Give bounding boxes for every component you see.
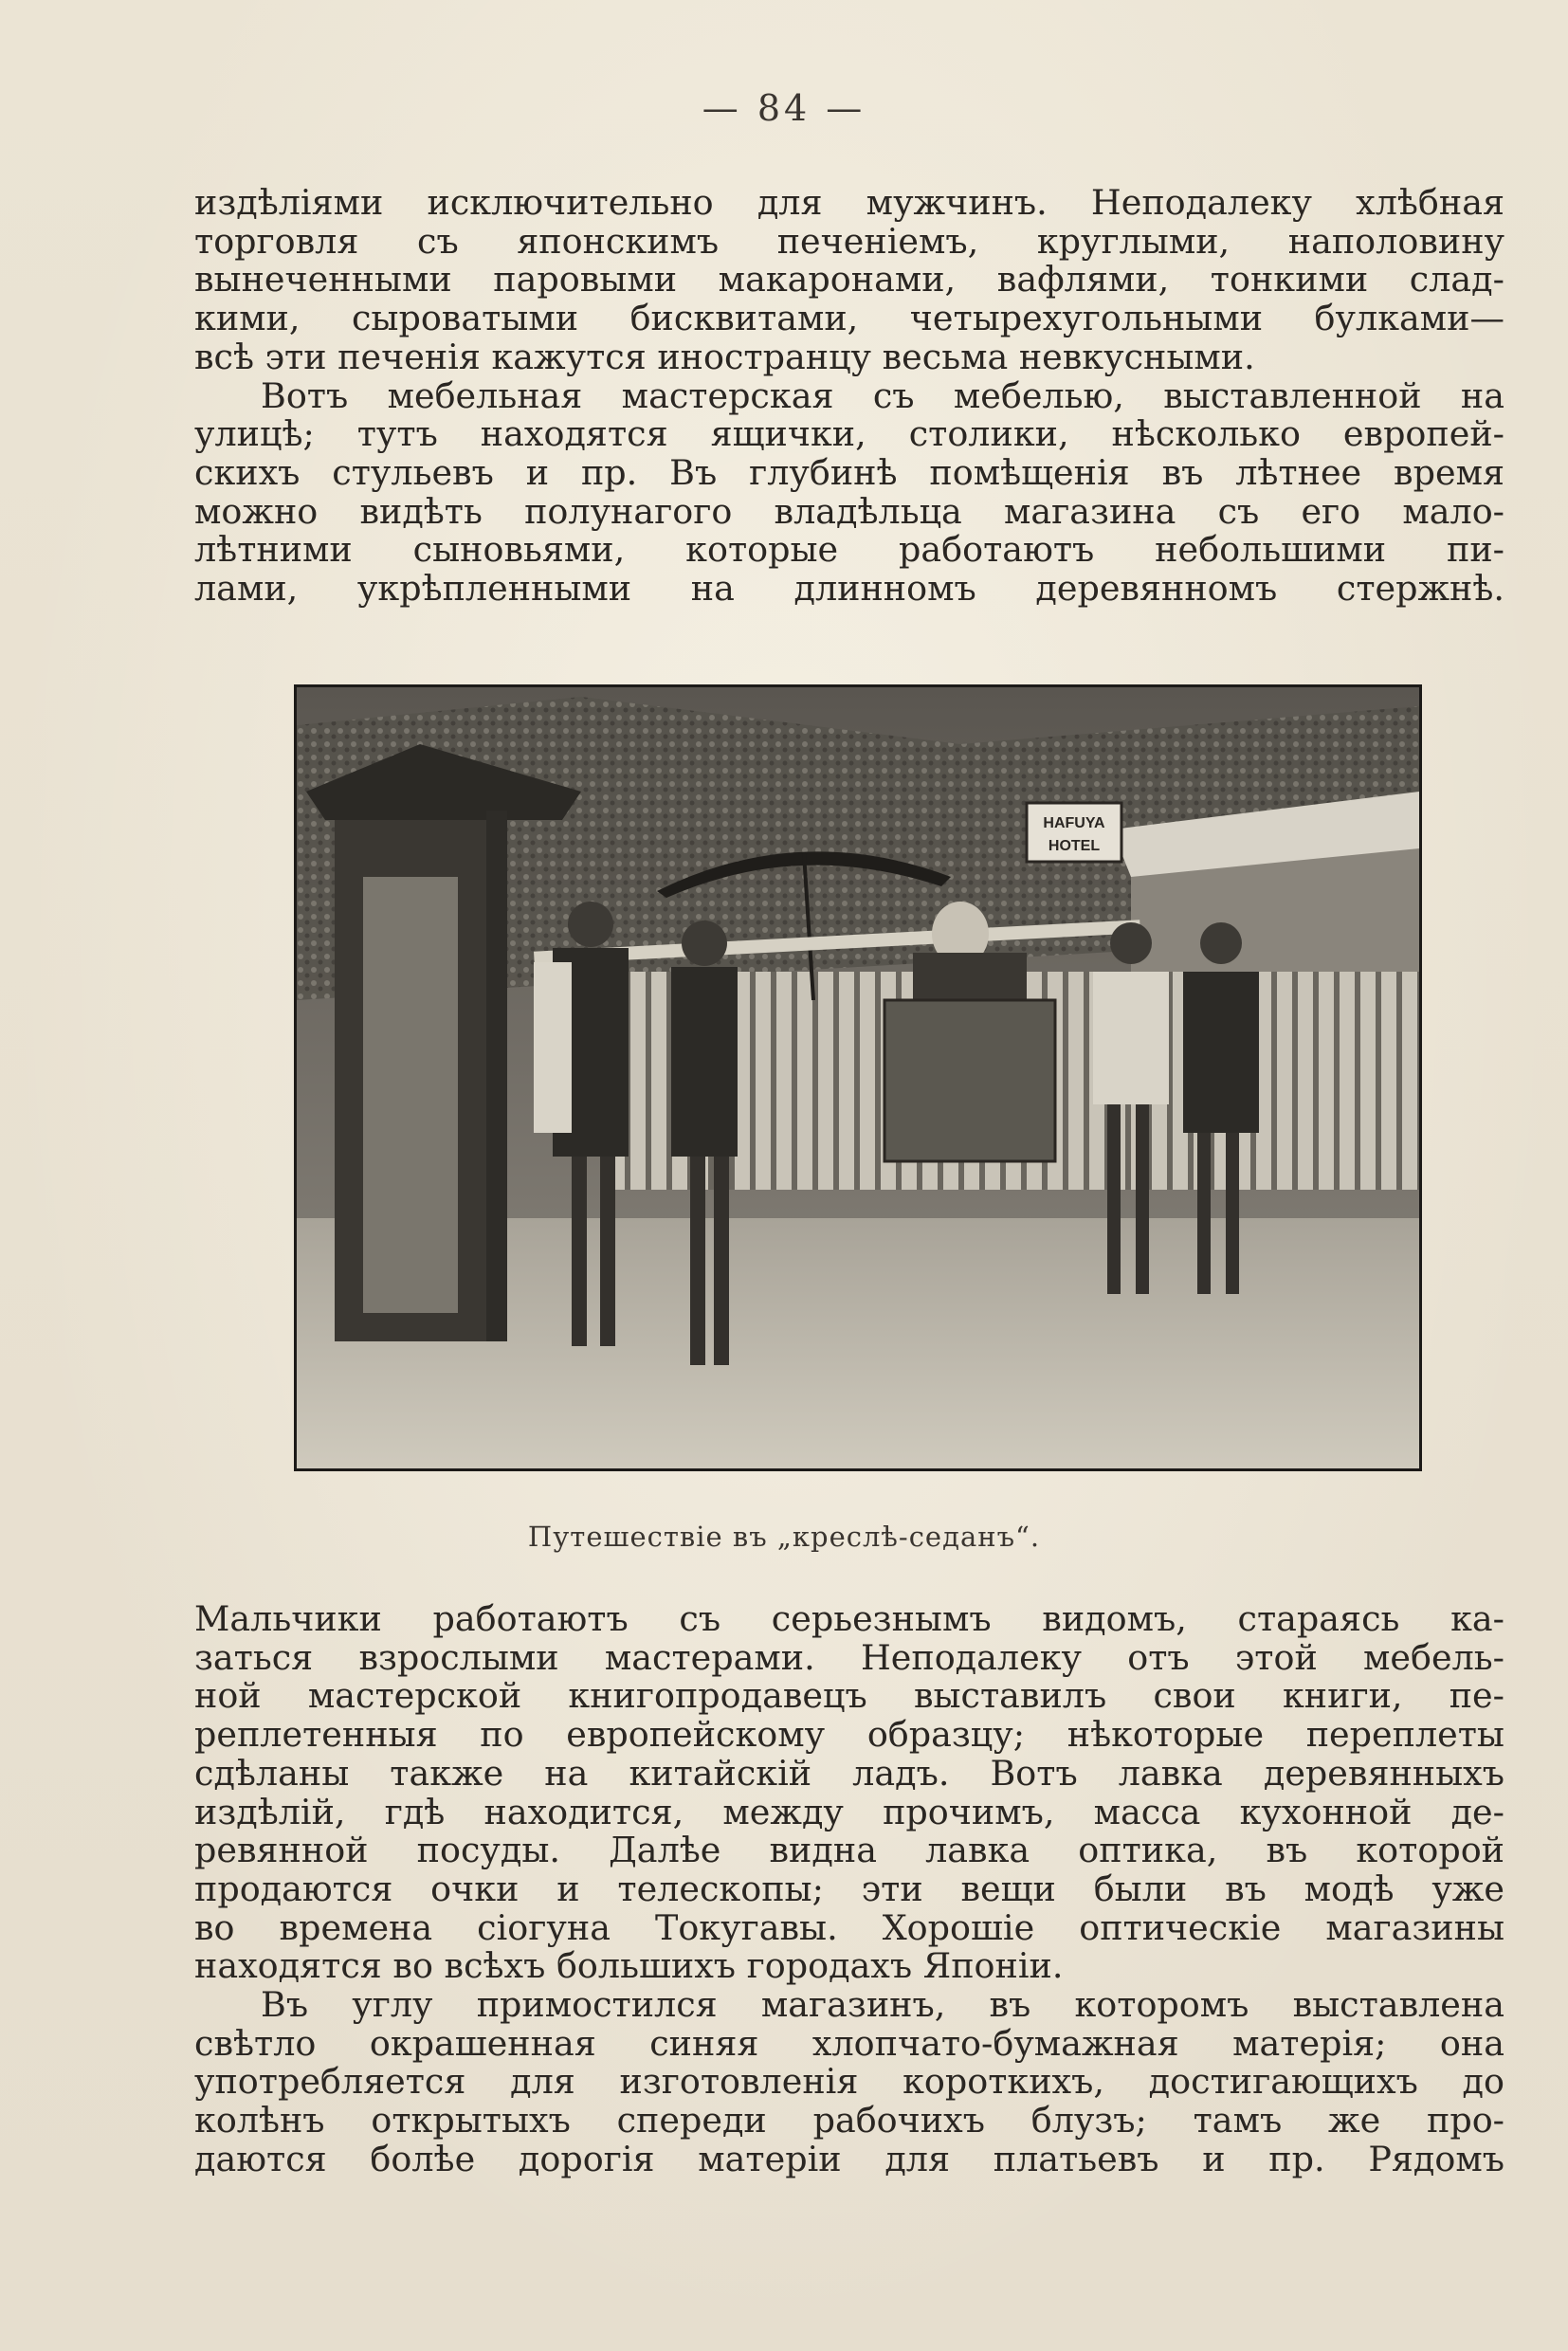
text-line: всѣ эти печенія кажутся иностранцу весьма невкусными. (194, 337, 1255, 377)
photo-illustration (297, 687, 1419, 1468)
text-line: сдѣланы также на китайскій ладъ. Вотъ лавка деревянныхъ (194, 1754, 1504, 1794)
text-line: реплетенныя по европейскому образцу; нѣкоторые переплеты (194, 1716, 1504, 1755)
text-line: издѣлій, гдѣ находится, между прочимъ, масса кухонной де- (194, 1793, 1504, 1832)
text-line: свѣтло окрашенная синяя хлопчато-бумажная матерія; она (194, 2024, 1504, 2064)
text-line: скихъ стульевъ и пр. Въ глубинѣ помѣщенія въ лѣтнее время (194, 453, 1504, 493)
text-line: заться взрослыми мастерами. Неподалеку отъ этой мебель- (194, 1638, 1504, 1678)
text-line: во времена сіогуна Токугавы. Хорошіе оптическіе магазины (194, 1908, 1504, 1948)
top-text-block (194, 184, 1504, 609)
text-line: лами, укрѣпленными на длинномъ деревянномъ стержнѣ. (194, 570, 1504, 609)
sedan-chair-photo (294, 684, 1422, 1471)
text-line: продаются очки и телескопы; эти вещи были въ модѣ уже (194, 1869, 1504, 1909)
text-line: издѣліями исключительно для мужчинъ. Неподалеку хлѣбная (194, 184, 1504, 223)
text-line: Въ углу примостился магазинъ, въ которомъ выставлена (261, 1986, 1504, 2025)
sign-line-2: HOTEL (1048, 838, 1101, 854)
text-line: Мальчики работаютъ съ серьезнымъ видомъ, стараясь ка- (194, 1600, 1504, 1639)
text-line: употребляется для изготовленія короткихъ, достигающихъ до (194, 2063, 1504, 2103)
sign-line-1: HAFUYA (1043, 815, 1105, 831)
text-line: торговля съ японскимъ печеніемъ, круглыми, наполовину (194, 222, 1504, 262)
text-line: кими, сыроватыми бисквитами, четырехугольными булками— (194, 300, 1504, 338)
text-line: можно видѣть полунагого владѣльца магазина съ его мало- (194, 492, 1504, 532)
text-line: Вотъ мебельная мастерская съ мебелью, выставленной на (261, 376, 1504, 416)
text-line: колѣнъ открытыхъ спереди рабочихъ блузъ; тамъ же про- (194, 2102, 1504, 2141)
text-line: даются болѣе дорогія матеріи для платьевъ и пр. Рядомъ (194, 2140, 1504, 2179)
page-number: — 84 — (702, 87, 866, 129)
text-line: ревянной посуды. Далѣе видна лавка оптика, въ которой (194, 1832, 1504, 1870)
bottom-text-block (194, 1600, 1504, 2179)
photo-caption: Путешествіе въ „креслѣ-седанъ“. (527, 1521, 1041, 1553)
hotel-sign (1027, 803, 1121, 862)
text-line: улицѣ; тутъ находятся ящички, столики, нѣсколько европей- (194, 415, 1504, 454)
text-line: вынеченными паровыми макаронами, вафлями, тонкими слад- (194, 261, 1504, 301)
text-line: находятся во всѣхъ большихъ городахъ Японіи. (194, 1947, 1064, 1987)
text-line: лѣтними сыновьями, которые работаютъ небольшими пи- (194, 531, 1504, 571)
text-line: ной мастерской книгопродавецъ выставилъ свои книги, пе- (194, 1677, 1504, 1717)
